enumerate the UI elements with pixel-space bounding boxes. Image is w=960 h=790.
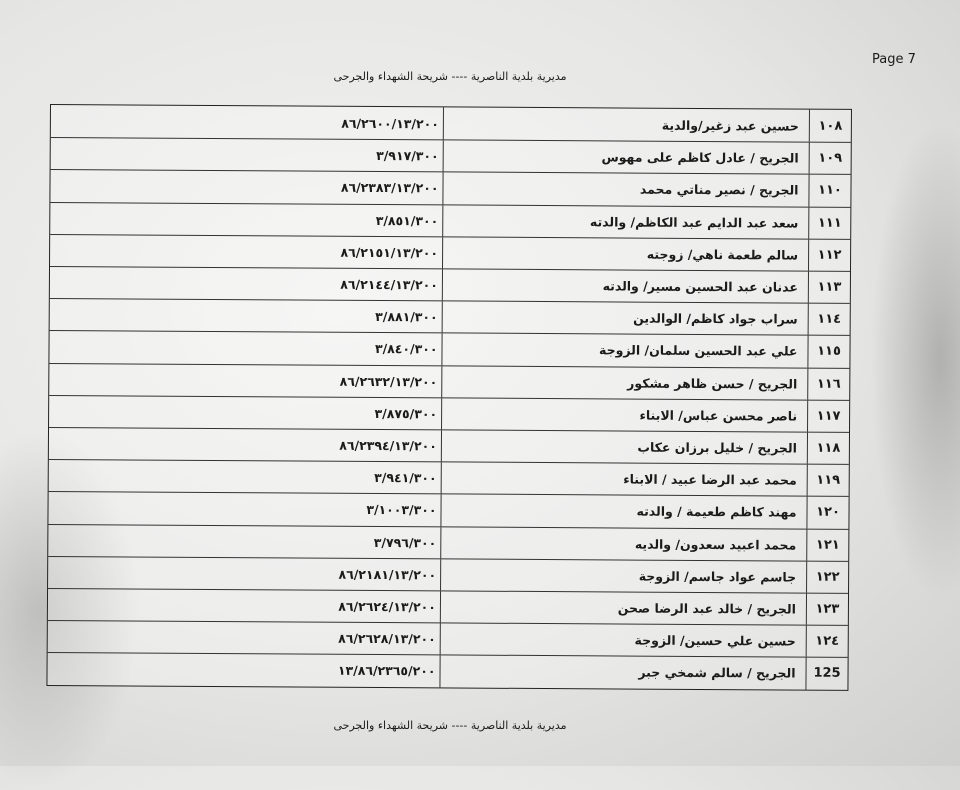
row-number: ١٠٩ [809, 143, 851, 174]
table-row [48, 556, 848, 593]
row-name: الجريح / خليل برزان عكاب [441, 430, 807, 463]
page-footer: مديرية بلدية الناصرية ---- شريحة الشهداء والجرحى [333, 719, 567, 732]
table-row [50, 169, 850, 206]
row-code: ٨٦/٢٦٢٤/١٣/٢٠٠ [338, 598, 436, 615]
row-name: عدنان عبد الحسين مسير/ والدته [442, 269, 808, 302]
row-code: ٨٦/٢١٥١/١٣/٢٠٠ [340, 244, 439, 261]
row-name: علي عبد الحسين سلمان/ الزوجة [441, 334, 807, 367]
row-number: 125 [805, 658, 847, 689]
row-name: محمد عبد الرضا عبيد / الابناء [441, 463, 807, 496]
row-number: ١٢٢ [806, 561, 848, 592]
row-code: ٨٦/٢١٨١/١٣/٢٠٠ [338, 566, 437, 583]
row-number: ١١٦ [807, 368, 849, 399]
row-code: ٨٦/٢٦٠٠/١٣/٢٠٠ [341, 115, 439, 131]
row-number: ١١٢ [808, 239, 850, 270]
table-row [47, 652, 847, 689]
row-code: ٨٦/٢١٤٤/١٣/٢٠٠ [340, 276, 438, 293]
table-row [50, 266, 850, 303]
row-number: ١٢١ [806, 529, 848, 560]
row-code: ٨٦/٢٦٢٨/١٣/٢٠٠ [338, 631, 436, 647]
table-row [49, 427, 849, 464]
row-number: ١٢٤ [806, 626, 848, 657]
row-code: ٣/٧٩٦/٣٠٠ [373, 534, 437, 551]
table-row [49, 395, 849, 432]
row-code: ٣/١٠٠٣/٣٠٠ [366, 502, 437, 518]
row-code: ٣/٨٥١/٣٠٠ [375, 212, 439, 229]
row-number: ١٠٨ [809, 110, 851, 142]
row-name: مهند كاظم طعيمة / والدته [440, 495, 806, 528]
row-number: ١٢٠ [806, 497, 848, 528]
table-row [50, 298, 850, 335]
row-number: ١١٧ [807, 400, 849, 431]
row-code: ٣/٩١٧/٣٠٠ [376, 148, 439, 164]
row-name: الجريح / سالم شمخي جبر [439, 656, 805, 689]
row-name: سراب جواد كاظم/ الوالدين [442, 302, 808, 335]
table-row [48, 491, 848, 528]
row-code: ٣/٩٤١/٣٠٠ [374, 470, 437, 486]
row-name: محمد اعبيد سعدون/ والديه [440, 527, 806, 560]
row-name: الجريح / نصير مناتي محمد [442, 173, 808, 206]
row-number: ١١١ [808, 207, 850, 238]
row-code: ٣/٨٨١/٣٠٠ [375, 309, 438, 325]
row-name: سالم طعمة ناهي/ زوجته [442, 237, 808, 270]
row-name: سعد عبد الدايم عبد الكاظم/ والدته [442, 205, 808, 238]
table-row [48, 524, 848, 561]
row-name: جاسم عواد جاسم/ الزوجة [440, 559, 806, 592]
table-row [51, 137, 851, 174]
shadow-overlay [870, 120, 960, 600]
row-name: الجريح / حسن ظاهر مشكور [441, 366, 807, 399]
row-code: ٣/٨٧٥/٣٠٠ [374, 405, 438, 422]
page-number: Page 7 [872, 52, 916, 67]
row-number: ١١٨ [807, 433, 849, 464]
table-row [49, 459, 849, 496]
row-code: ٨٦/٢٣٨٣/١٣/٢٠٠ [340, 180, 439, 196]
page-header: مديرية بلدية الناصرية ---- شريحة الشهداء والجرحى [333, 70, 567, 83]
row-name: حسين علي حسين/ الزوجة [440, 624, 806, 657]
row-number: ١٢٣ [806, 594, 848, 625]
table-row [50, 202, 850, 239]
row-code: ١٣/٨٦/٢٣٦٥/٢٠٠ [337, 663, 436, 679]
table-row [50, 234, 850, 271]
row-name: ناصر محسن عباس/ الابناء [441, 398, 807, 431]
records-table [46, 104, 852, 691]
row-code: ٨٦/٢٣٩٤/١٣/٢٠٠ [339, 437, 437, 454]
table-row [49, 330, 849, 367]
row-number: ١١٩ [807, 465, 849, 496]
row-name: حسين عبد زغير/والدية [443, 107, 809, 141]
row-number: ١١٣ [808, 272, 850, 303]
row-name: الجريح / خالد عبد الرضا صحن [440, 591, 806, 624]
row-name: الجريح / عادل كاظم على مهوس [443, 141, 809, 174]
row-number: ١١٥ [807, 336, 849, 367]
table-row [48, 620, 848, 657]
table-row [51, 105, 851, 142]
table-row [48, 588, 848, 625]
row-code: ٣/٨٤٠/٣٠٠ [374, 341, 438, 357]
row-number: ١١٤ [808, 304, 850, 335]
row-number: ١١٠ [808, 175, 850, 206]
row-code: ٨٦/٢٦٣٢/١٣/٢٠٠ [339, 373, 438, 390]
table-row [49, 363, 849, 400]
